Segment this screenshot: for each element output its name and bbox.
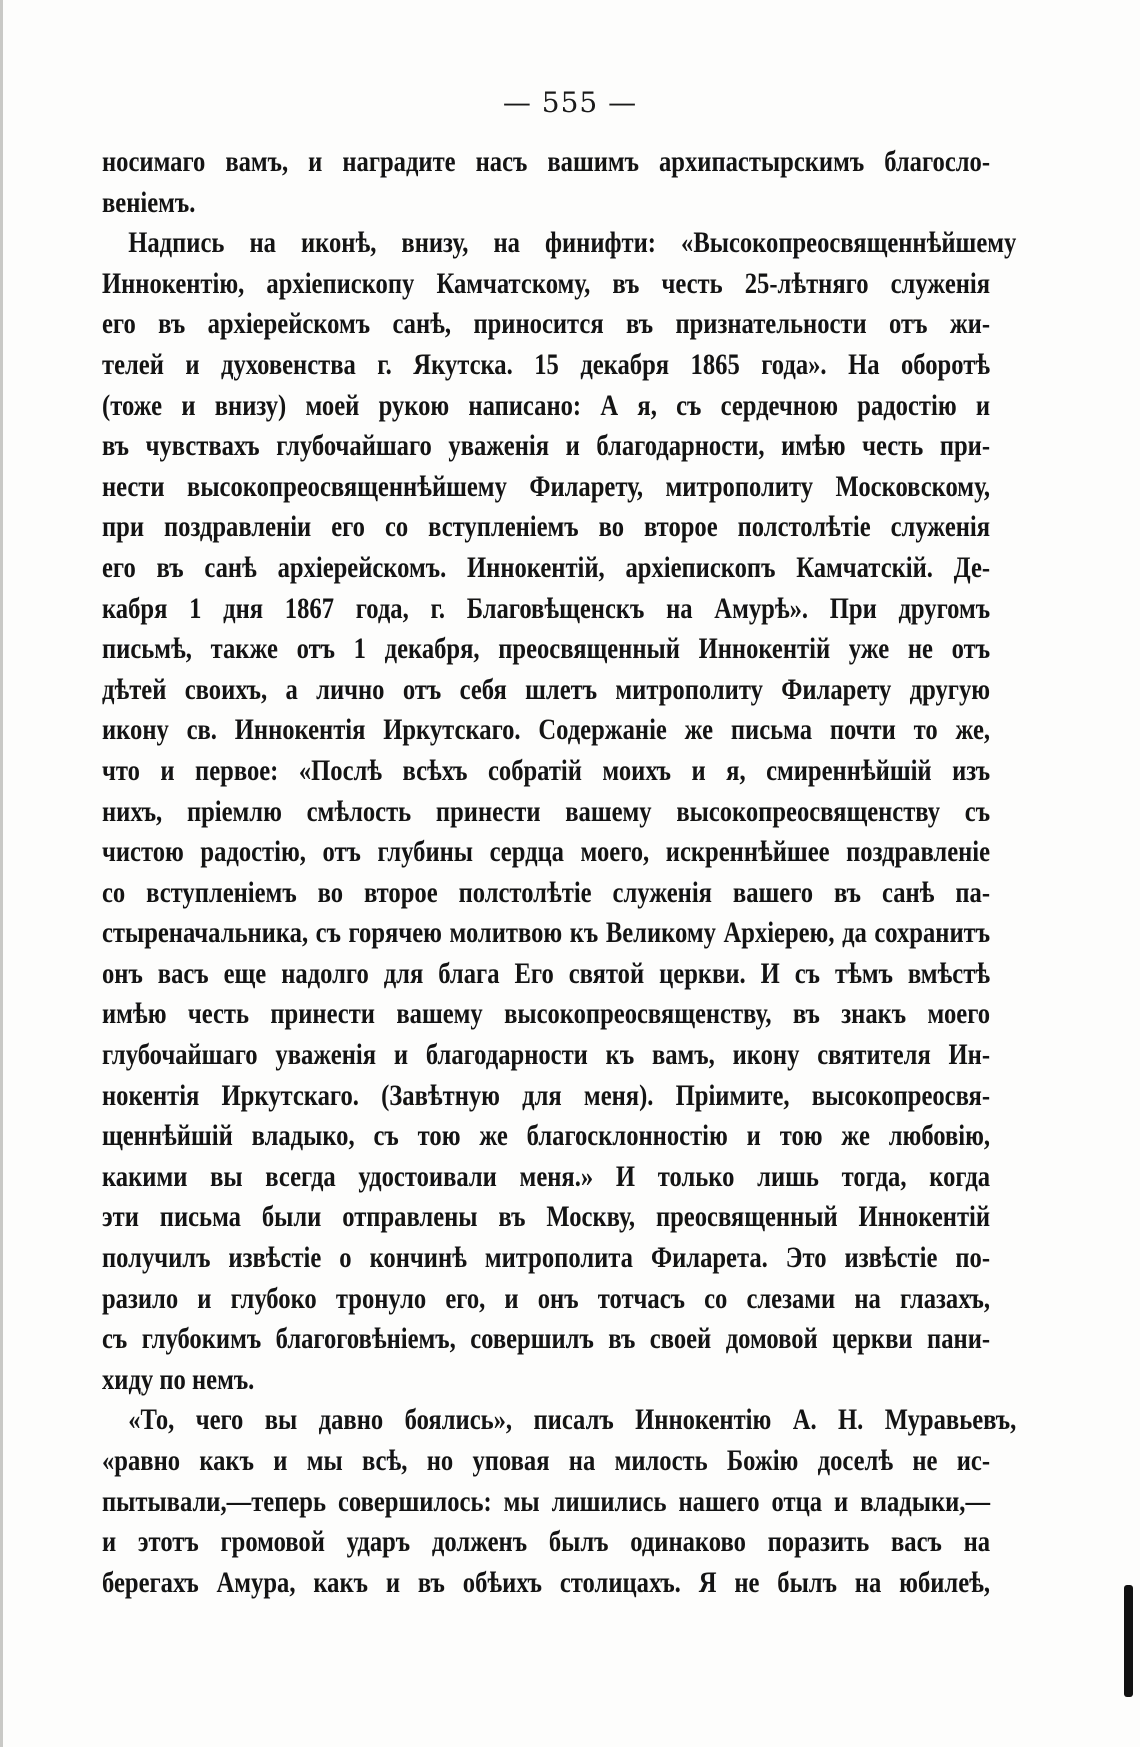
text-line: имѣю честь принести вашему высокопреосвященству, въ знакъ моего [102,997,991,1031]
text-line: чистою радостію, отъ глубины сердца моего, искреннѣйшее поздравленіе [102,835,991,869]
body-text [102,142,1017,1603]
text-line: кабря 1 дня 1867 года, г. Благовѣщенскъ на Амурѣ». При другомъ [102,591,991,625]
text-line: щеннѣйшій владыко, съ тою же благосклонностію и тою же любовію, [102,1119,991,1153]
text-line: его въ архіерейскомъ санѣ, приносится въ признательности отъ жи- [102,307,991,341]
text-line: пытывали,—теперь совершилось: мы лишились нашего отца и владыки,— [102,1484,991,1518]
text-line: что и первое: «Послѣ всѣхъ собратій моихъ и я, смиреннѣйшій изъ [102,753,991,787]
text-line: нести высокопреосвященнѣйшему Филарету, митрополиту Московскому, [102,469,991,503]
text-line: съ глубокимъ благоговѣніемъ, совершилъ въ своей домовой церкви пани- [102,1322,991,1356]
text-line: телей и духовенства г. Якутска. 15 декабря 1865 года». На оборотѣ [102,347,991,381]
text-line: (тоже и внизу) моей рукою написано: А я, съ сердечною радостію и [102,388,991,422]
text-line: Иннокентію, архіепископу Камчатскому, въ честь 25-лѣтняго служенія [102,266,991,300]
text-line: разило и глубоко тронуло его, и онъ тотчасъ со слезами на глазахъ, [102,1281,991,1315]
text-line: эти письма были отправлены въ Москву, преосвященный Иннокентій [102,1200,991,1234]
text-line: берегахъ Амура, какъ и въ обѣихъ столицахъ. Я не былъ на юбилеѣ, [102,1565,991,1599]
paragraph-start-line: Надпись на иконѣ, внизу, на финифти: «Высокопреосвященнѣйшему [128,226,1017,260]
text-line: стыреначальника, съ горячею молитвою къ Великому Архіерею, да сохранитъ [102,916,991,950]
text-line: глубочайшаго уваженія и благодарности къ вамъ, икону святителя Ин- [102,1038,991,1072]
text-line: «равно какъ и мы всѣ, но уповая на милость Божію доселѣ не ис- [102,1444,991,1477]
text-line: письмѣ, также отъ 1 декабря, преосвященный Иннокентій уже не отъ [102,632,991,666]
text-line: въ чувствахъ глубочайшаго уваженія и благодарности, имѣю честь при- [102,429,991,463]
text-line: носимаго вамъ, и наградите насъ вашимъ архипастырскимъ благосло- [102,145,991,178]
text-line: нокентія Иркутскаго. (Завѣтную для меня). Пріимите, высокопреосвя- [102,1078,991,1112]
text-line: икону св. Иннокентія Иркутскаго. Содержаніе же письма почти то же, [102,713,991,747]
text-line: его въ санѣ архіерейскомъ. Иннокентій, архіепископъ Камчатскій. Де- [102,550,991,584]
text-line: веніемъ. [102,185,196,219]
text-line: и этотъ громовой ударъ долженъ былъ одинаково поразить васъ на [102,1525,991,1559]
text-line: хиду по немъ. [102,1362,255,1396]
text-line: при поздравленіи его со вступленіемъ во второе полстолѣтіе служенія [102,510,991,544]
text-line: нихъ, пріемлю смѣлость принести вашему высокопреосвященству съ [102,794,991,828]
text-line: получилъ извѣстіе о кончинѣ митрополита Филарета. Это извѣстіе по- [102,1241,991,1275]
text-line: со вступленіемъ во второе полстолѣтіе служенія вашего въ санѣ па- [102,875,991,909]
scan-edge-mark [1124,1585,1133,1697]
page-edge-shadow [0,0,3,1747]
paragraph-start-line: «То, чего вы давно боялись», писалъ Иннокентію А. Н. Муравьевъ, [128,1403,1017,1437]
page-number: — 555 — [502,86,638,119]
text-line: какими вы всегда удостоивали меня.» И только лишь тогда, когда [102,1159,991,1193]
text-line: дѣтей своихъ, а лично отъ себя шлетъ митрополиту Филарету другую [102,672,991,706]
text-line: онъ васъ еще надолго для блага Его святой церкви. И съ тѣмъ вмѣстѣ [102,956,991,990]
